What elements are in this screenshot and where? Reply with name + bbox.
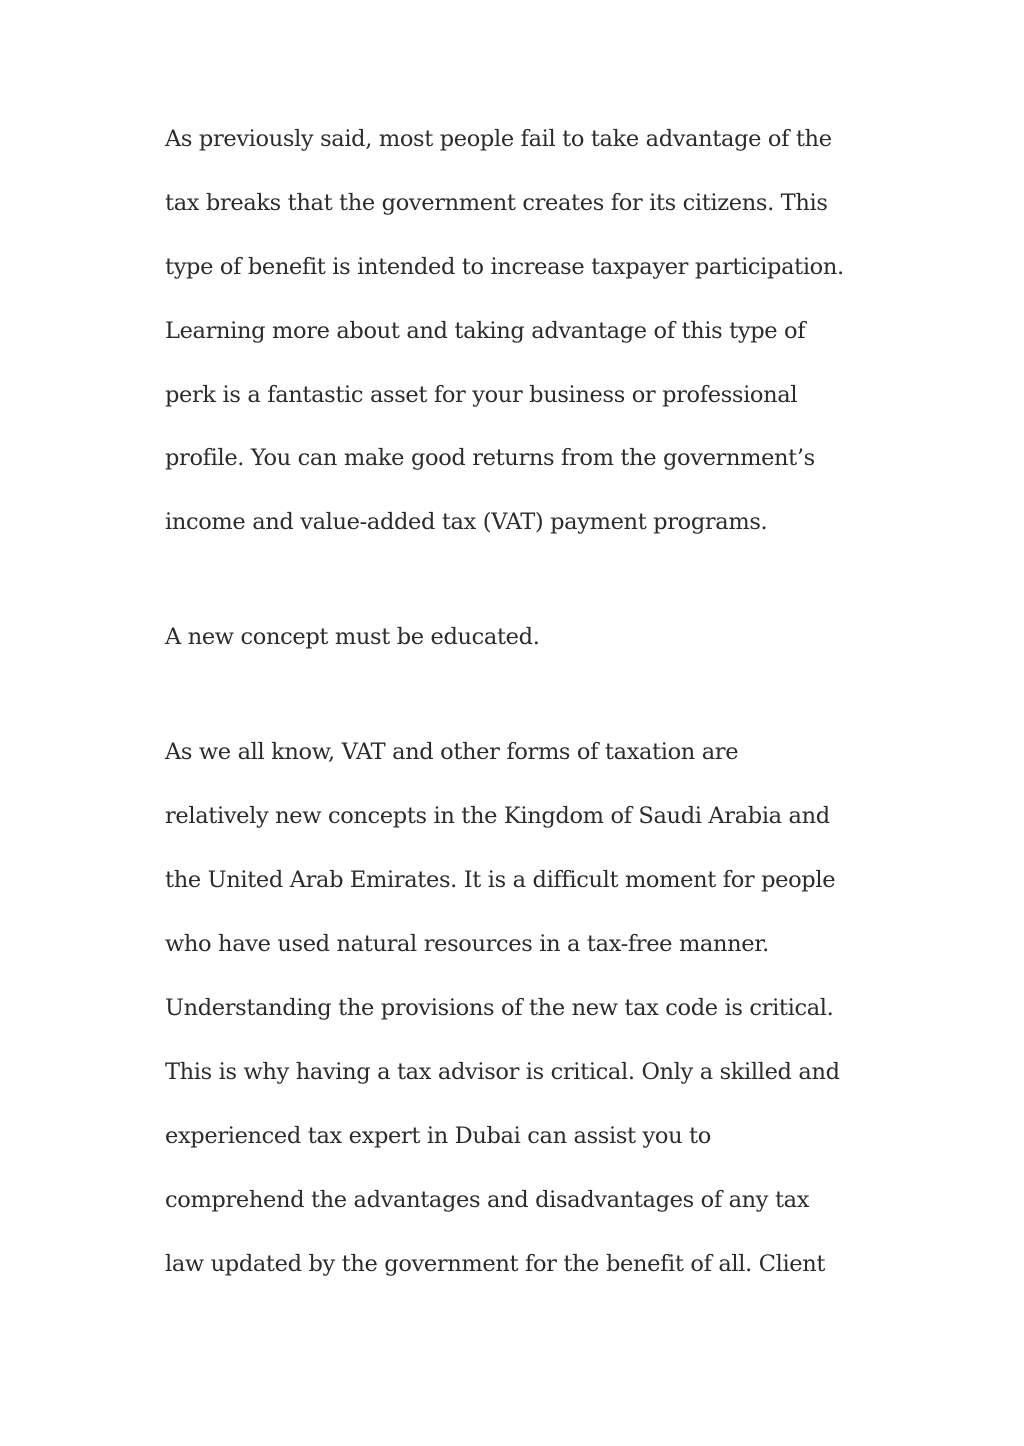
text-line: income and value-added tax (VAT) payment programs. xyxy=(165,509,768,535)
text-line: the United Arab Emirates. It is a difficult moment for people xyxy=(165,867,836,893)
text-line: tax breaks that the government creates for its citizens. This xyxy=(165,190,828,216)
text-line: Understanding the provisions of the new tax code is critical. xyxy=(165,995,834,1021)
text-line: experienced tax expert in Dubai can assist you to xyxy=(165,1123,711,1149)
text-line: profile. You can make good returns from the government’s xyxy=(165,445,815,471)
text-line: comprehend the advantages and disadvantages of any tax xyxy=(165,1187,810,1213)
text-line: Learning more about and taking advantage of this type of xyxy=(165,318,806,344)
text-line: who have used natural resources in a tax-free manner. xyxy=(165,931,769,957)
text-line: perk is a fantastic asset for your business or professional xyxy=(165,382,798,408)
text-line: As previously said, most people fail to take advantage of the xyxy=(165,126,832,152)
text-line: relatively new concepts in the Kingdom of Saudi Arabia and xyxy=(165,803,830,829)
text-line: law updated by the government for the benefit of all. Client xyxy=(165,1251,826,1277)
text-line: This is why having a tax advisor is critical. Only a skilled and xyxy=(165,1059,840,1085)
text-line: type of benefit is intended to increase taxpayer participation. xyxy=(165,254,844,280)
text-line: A new concept must be educated. xyxy=(165,624,540,650)
text-line: As we all know, VAT and other forms of taxation are xyxy=(165,739,739,765)
